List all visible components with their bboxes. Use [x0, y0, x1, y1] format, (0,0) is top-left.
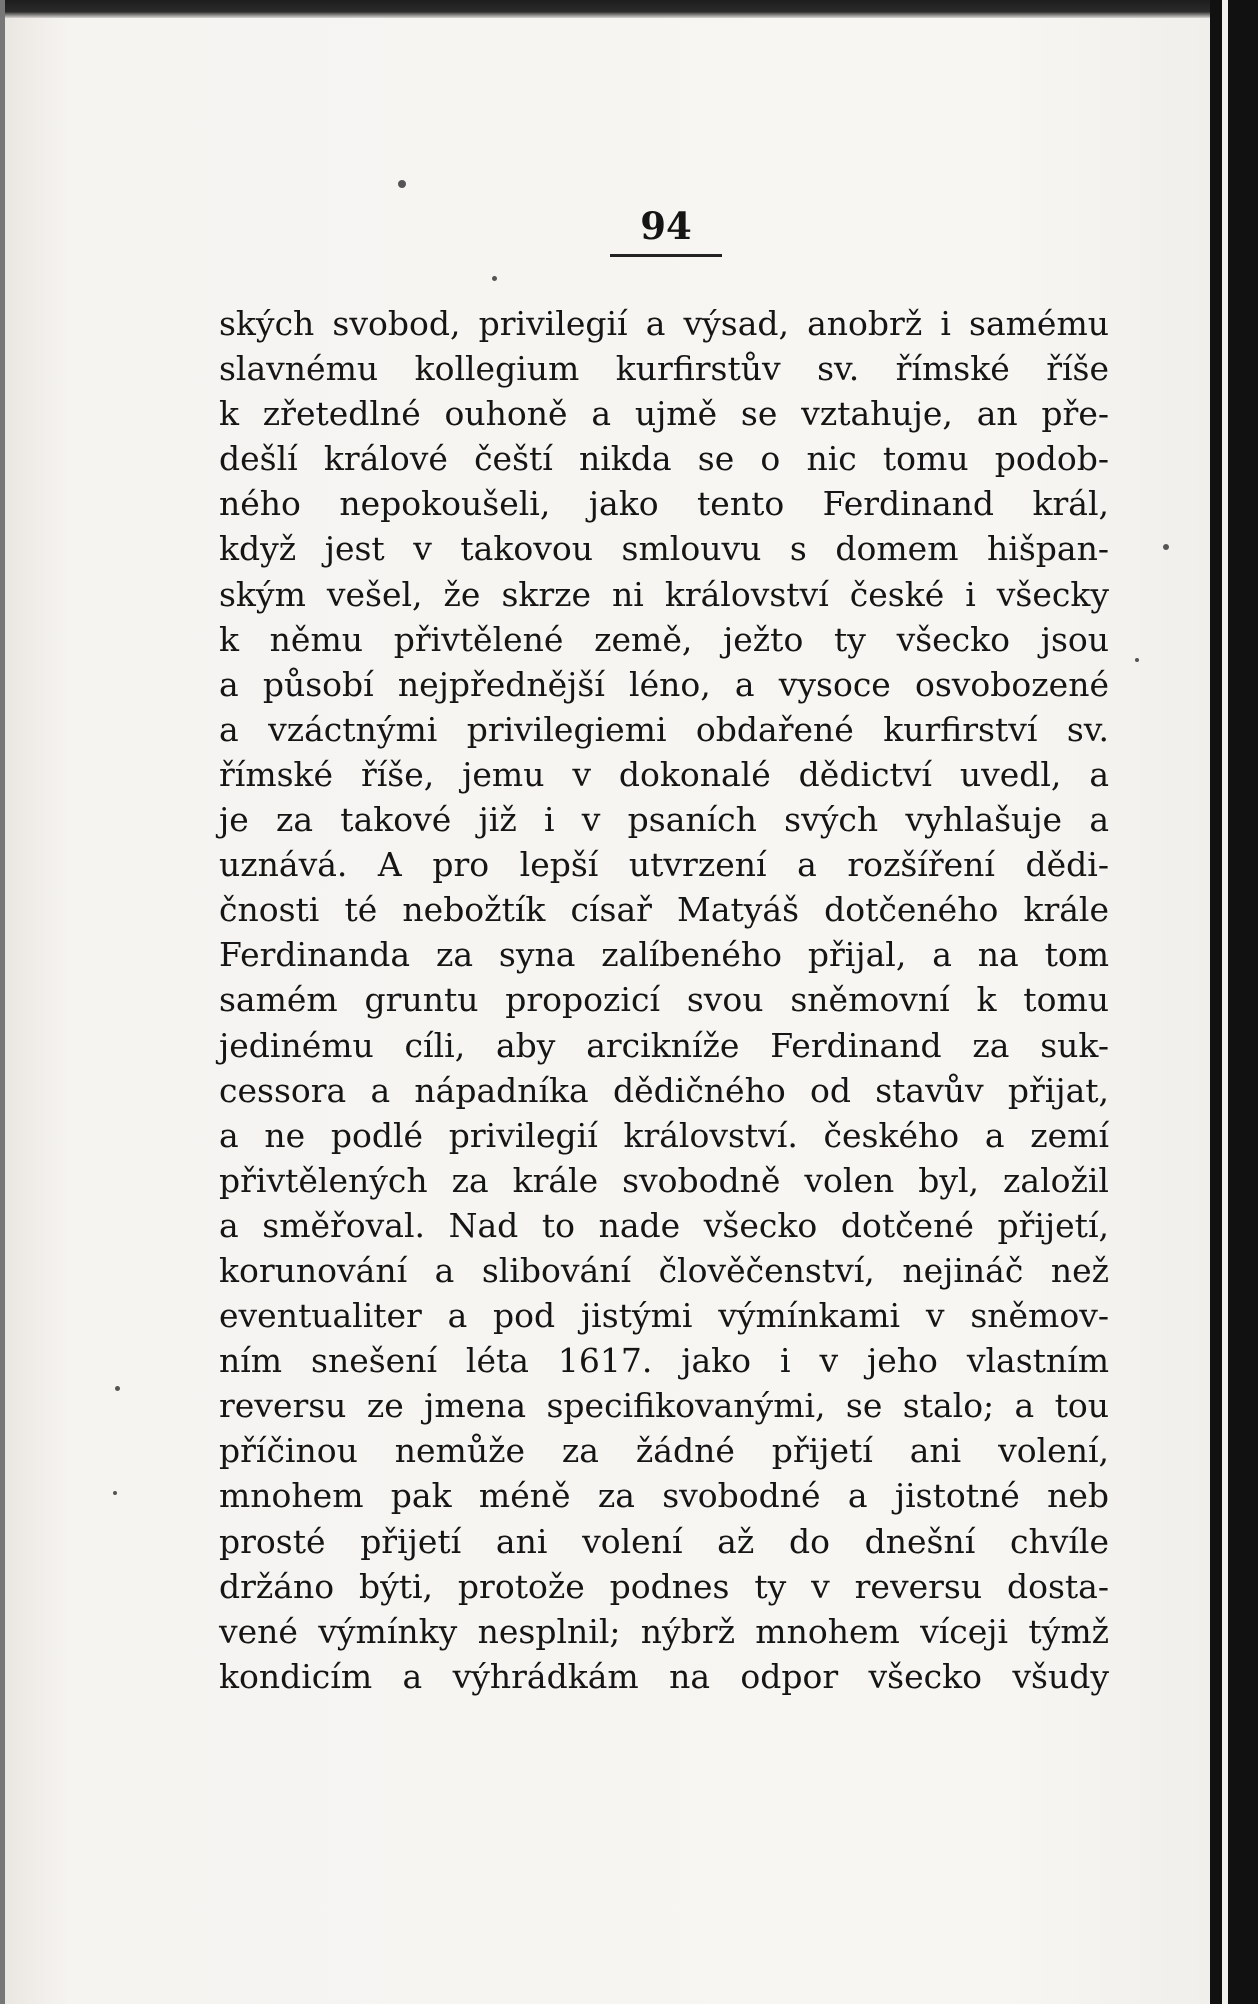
text-line: k němu přivtělené země, ježto ty všecko jsou: [219, 619, 1109, 659]
text-line: ním snešení léta 1617. jako i v jeho vlastním: [219, 1341, 1109, 1381]
text-line: římské říše, jemu v dokonalé dědictví uvedl, a: [219, 754, 1109, 794]
text-line: uznává. A pro lepší utvrzení a rozšíření dědi-: [219, 845, 1109, 885]
text-line: je za takové již i v psaních svých vyhlašuje a: [219, 800, 1109, 840]
text-line: ských svobod, privilegií a výsad, anobrž i samému: [219, 304, 1109, 343]
text-line: přivtělených za krále svobodně volen byl, založil: [219, 1160, 1109, 1200]
page-number: 94: [640, 204, 692, 248]
body-text: [219, 301, 1109, 1699]
text-line: slavnému kollegium kurfirstův sv. římské říše: [219, 349, 1109, 389]
text-line: a působí nejpřednější léno, a vysoce osvobozené: [219, 664, 1109, 704]
text-line: ským vešel, že skrze ni království české i všecky: [219, 574, 1109, 614]
text-line: prosté přijetí ani volení až do dnešní chvíle: [219, 1521, 1109, 1561]
ink-speck: [1135, 658, 1139, 662]
text-line: příčinou nemůže za žádné přijetí ani volení,: [219, 1431, 1109, 1471]
text-line: když jest v takovou smlouvu s domem hišpan-: [219, 529, 1109, 569]
text-line: cessora a nápadníka dědičného od stavův přijat,: [219, 1070, 1109, 1110]
text-line: mnohem pak méně za svobodné a jistotné neb: [219, 1476, 1109, 1516]
text-line: a ne podlé privilegií království. českého a zemí: [219, 1115, 1109, 1155]
text-line: ného nepokoušeli, jako tento Ferdinand král,: [219, 484, 1109, 524]
left-scan-border: [0, 0, 5, 2004]
text-line: a vzáctnými privilegiemi obdařené kurfirství sv.: [219, 709, 1109, 749]
ink-speck: [492, 276, 497, 281]
text-line: kondicím a výhrádkám na odpor všecko všudy: [219, 1656, 1109, 1696]
text-line: reversu ze jmena specifikovanými, se stalo; a tou: [219, 1386, 1109, 1426]
header-rule: [610, 254, 722, 257]
right-scan-border: [1210, 0, 1258, 2004]
text-line: držáno býti, protože podnes ty v reversu dosta-: [219, 1566, 1109, 1606]
text-line: korunování a slibování člověčenství, nejináč než: [219, 1250, 1109, 1290]
text-line: dešlí králové čeští nikda se o nic tomu podob-: [219, 439, 1109, 479]
page-header: [596, 206, 736, 257]
text-line: samém gruntu propozicí svou sněmovní k tomu: [219, 980, 1109, 1020]
text-line: eventualiter a pod jistými výmínkami v sněmov-: [219, 1296, 1109, 1336]
text-line: vené výmínky nesplnil; nýbrž mnohem víceji týmž: [219, 1611, 1109, 1651]
ink-speck: [115, 1386, 120, 1391]
ink-speck: [1163, 544, 1169, 550]
ink-speck: [398, 180, 406, 188]
text-line: Ferdinanda za syna zalíbeného přijal, a na tom: [219, 935, 1109, 975]
text-line: k zřetedlné ouhoně a ujmě se vztahuje, an pře-: [219, 394, 1109, 434]
text-line: čnosti té nebožtík císař Matyáš dotčeného krále: [219, 890, 1109, 930]
ink-speck: [113, 1491, 117, 1495]
text-line: a směřoval. Nad to nade všecko dotčené přijetí,: [219, 1205, 1109, 1245]
top-scan-border: [0, 0, 1258, 18]
text-line: jedinému cíli, aby arcikníže Ferdinand za suk-: [219, 1025, 1109, 1065]
